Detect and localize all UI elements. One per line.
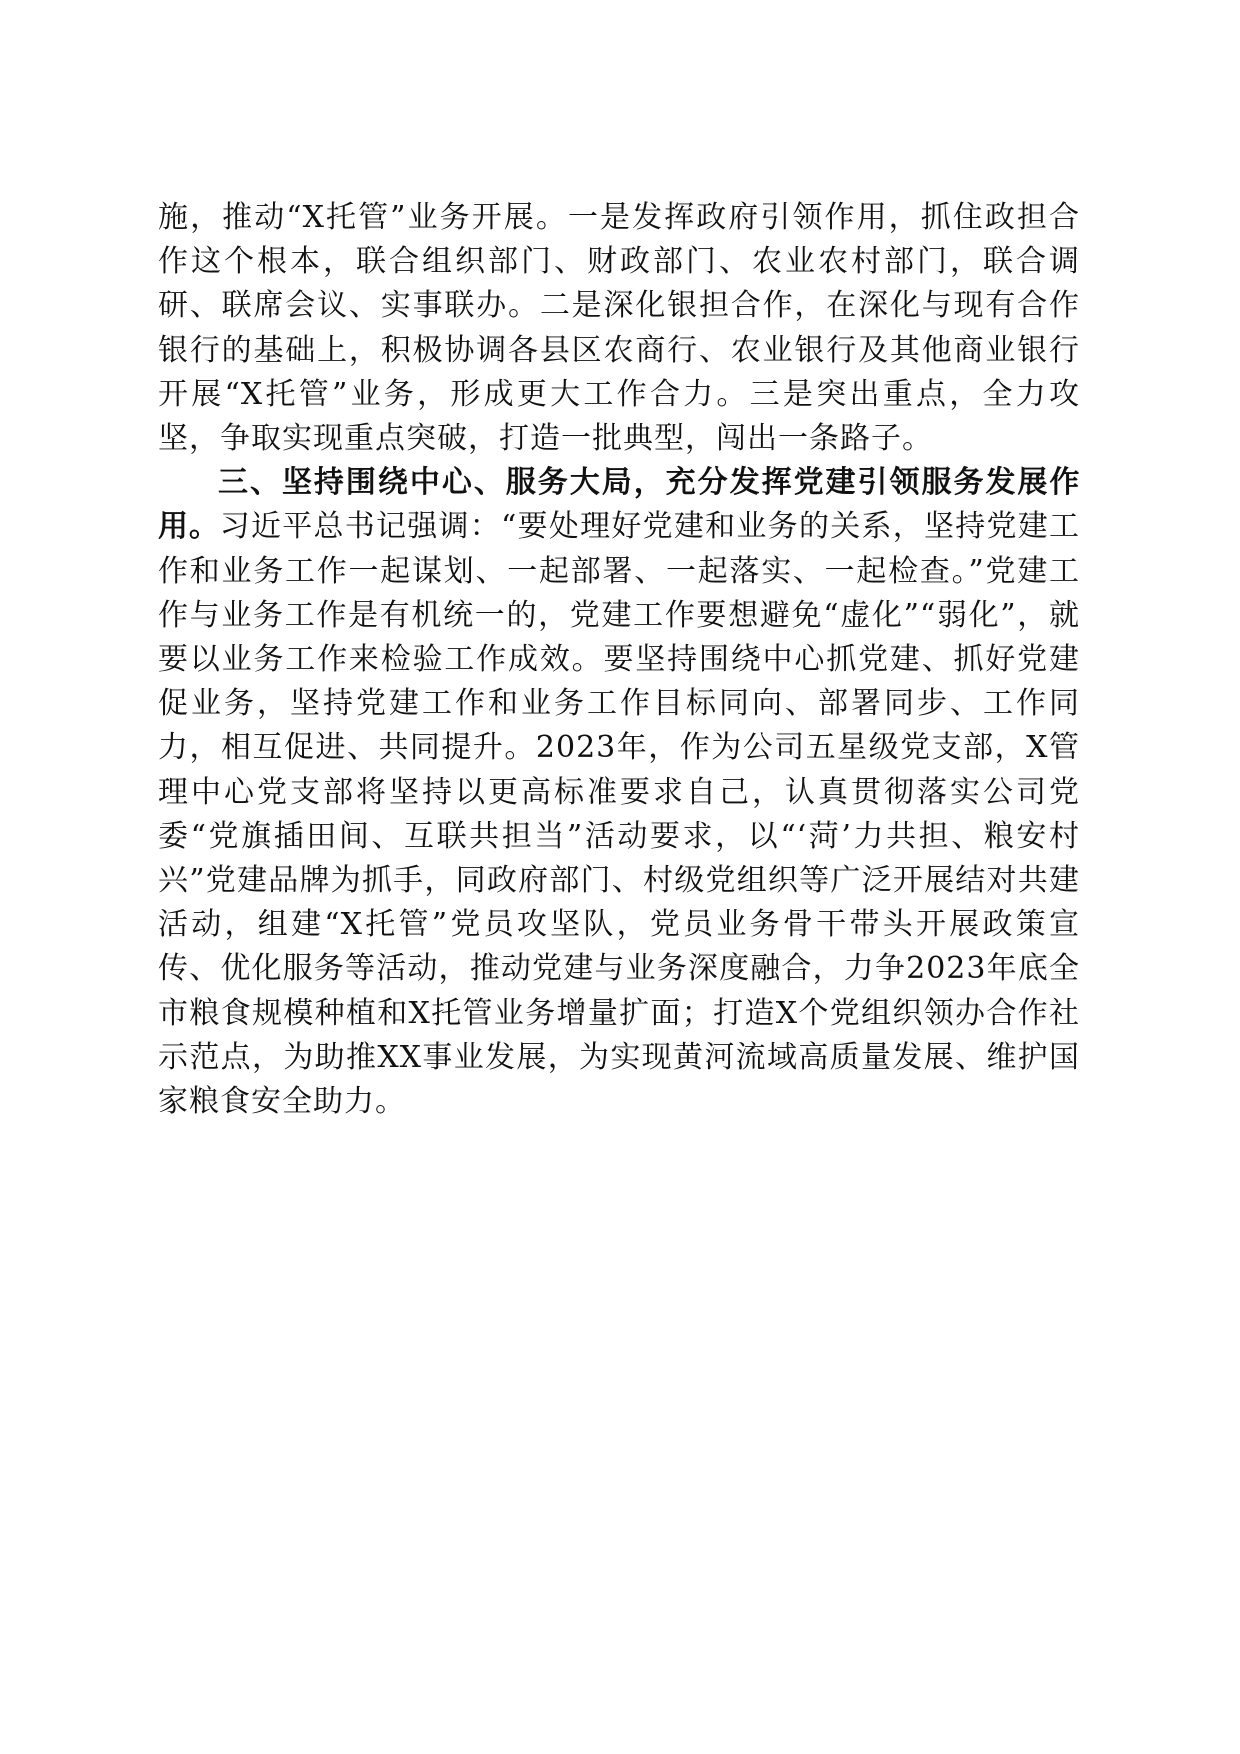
section-3-heading: 三、坚持围绕中心、服务大局，充分发挥党建引领服务发展作用。 <box>158 465 1080 545</box>
paragraph-section-3 <box>158 461 1080 1124</box>
document-page <box>158 196 1080 1124</box>
paragraph-continuation: 施，推动“X托管”业务开展。一是发挥政府引领作用，抓住政担合作这个根本，联合组织部门、财政部门、农业农村部门，联合调研、联席会议、实事联办。二是深化银担合作，在深化与现有合作银行的基础上，积极协调各县区农商行、农业银行及其他商业银行开展“X托管”业务，形成更大工作合力。三是突出重点，全力攻坚，争取实现重点突破，打造一批典型，闯出一条路子。 <box>158 200 1080 457</box>
section-3-body: 习近平总书记强调：“要处理好党建和业务的关系，坚持党建工作和业务工作一起谋划、一起部署、一起落实、一起检查。”党建工作与业务工作是有机统一的，党建工作要想避免“虚化”“弱化”，就要以业务工作来检验工作成效。要坚持围绕中心抓党建、抓好党建促业务，坚持党建工作和业务工作目标同向、部署同步、工作同力，相互促进、共同提升。2023年，作为公司五星级党支部，X管理中心党支部将坚持以更高标准要求自己，认真贯彻落实公司党委“党旗插田间、互联共担当”活动要求，以“‘菏’力共担、粮安村兴”党建品牌为抓手，同政府部门、村级党组织等广泛开展结对共建活动，组建“X托管”党员攻坚队，党员业务骨干带头开展政策宣传、优化服务等活动，推动党建与业务深度融合，力争2023年底全市粮食规模种植和X托管业务增量扩面；打造X个党组织领办合作社示范点，为助推XX事业发展，为实现黄河流域高质量发展、维护国家粮食安全助力。 <box>158 509 1080 1120</box>
